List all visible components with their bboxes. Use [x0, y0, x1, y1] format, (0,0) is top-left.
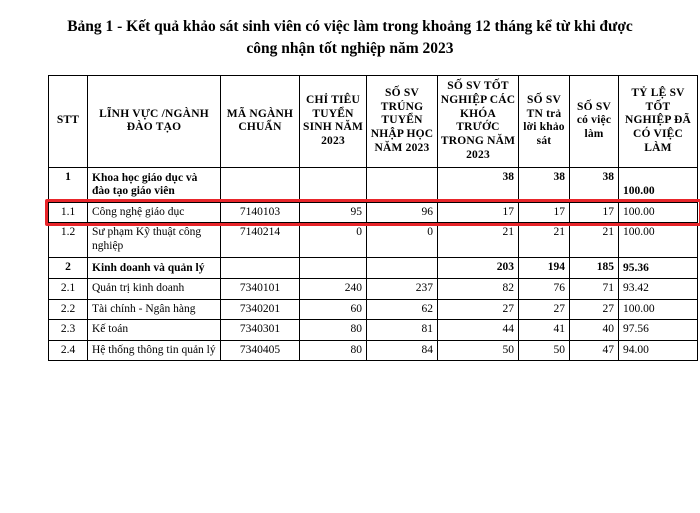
cell-stt: 1.1 — [49, 202, 88, 223]
cell-stt: 2 — [49, 257, 88, 279]
cell-field: Kinh doanh và quản lý — [88, 257, 221, 279]
cell-code — [221, 167, 300, 202]
cell-employed: 21 — [570, 223, 619, 257]
cell-responded: 50 — [519, 340, 570, 361]
cell-employed: 47 — [570, 340, 619, 361]
cell-stt: 2.3 — [49, 320, 88, 341]
cell-enrolled: 96 — [367, 202, 438, 223]
cell-field: Hệ thống thông tin quản lý — [88, 340, 221, 361]
survey-table-container — [48, 75, 692, 361]
cell-responded: 41 — [519, 320, 570, 341]
cell-enrolled: 237 — [367, 279, 438, 300]
column-header-enrolled: SỐ SV TRÚNG TUYỂN NHẬP HỌC NĂM 2023 — [367, 75, 438, 167]
cell-employed: 185 — [570, 257, 619, 279]
cell-rate: 94.00 — [619, 340, 698, 361]
cell-rate: 100.00 — [619, 223, 698, 257]
cell-enrolled: 84 — [367, 340, 438, 361]
cell-responded: 21 — [519, 223, 570, 257]
cell-code: 7340101 — [221, 279, 300, 300]
table-row — [49, 340, 698, 361]
table-row — [49, 279, 698, 300]
cell-rate: 100.00 — [619, 202, 698, 223]
cell-graduates: 21 — [438, 223, 519, 257]
column-header-code: MÃ NGÀNH CHUẨN — [221, 75, 300, 167]
cell-quota: 0 — [300, 223, 367, 257]
cell-quota: 80 — [300, 340, 367, 361]
cell-stt: 2.2 — [49, 299, 88, 320]
cell-responded: 38 — [519, 167, 570, 202]
cell-rate: 93.42 — [619, 279, 698, 300]
cell-responded: 194 — [519, 257, 570, 279]
cell-graduates: 27 — [438, 299, 519, 320]
cell-rate: 100.00 — [619, 167, 698, 202]
cell-responded: 17 — [519, 202, 570, 223]
cell-quota: 240 — [300, 279, 367, 300]
cell-enrolled: 81 — [367, 320, 438, 341]
column-header-stt: STT — [49, 75, 88, 167]
cell-field: Quản trị kinh doanh — [88, 279, 221, 300]
cell-stt: 2.4 — [49, 340, 88, 361]
employment-survey-table — [48, 75, 698, 361]
column-header-graduates: SỐ SV TỐT NGHIỆP CÁC KHÓA TRƯỚC TRONG NĂM 2023 — [438, 75, 519, 167]
cell-responded: 27 — [519, 299, 570, 320]
table-row — [49, 167, 698, 202]
cell-enrolled — [367, 257, 438, 279]
table-row — [49, 320, 698, 341]
cell-quota — [300, 257, 367, 279]
cell-rate: 100.00 — [619, 299, 698, 320]
cell-graduates: 82 — [438, 279, 519, 300]
cell-enrolled: 62 — [367, 299, 438, 320]
table-header-row — [49, 75, 698, 167]
cell-employed: 27 — [570, 299, 619, 320]
cell-code: 7140103 — [221, 202, 300, 223]
cell-code: 7340201 — [221, 299, 300, 320]
table-body — [49, 167, 698, 361]
cell-quota — [300, 167, 367, 202]
table-row — [49, 223, 698, 257]
cell-quota: 60 — [300, 299, 367, 320]
cell-employed: 40 — [570, 320, 619, 341]
cell-employed: 71 — [570, 279, 619, 300]
cell-code: 7140214 — [221, 223, 300, 257]
cell-quota: 95 — [300, 202, 367, 223]
cell-rate: 95.36 — [619, 257, 698, 279]
cell-field: Khoa học giáo dục và đào tạo giáo viên — [88, 167, 221, 202]
cell-stt: 2.1 — [49, 279, 88, 300]
cell-graduates: 17 — [438, 202, 519, 223]
cell-graduates: 203 — [438, 257, 519, 279]
cell-code: 7340405 — [221, 340, 300, 361]
cell-employed: 38 — [570, 167, 619, 202]
column-header-field: LĨNH VỰC /NGÀNH ĐÀO TẠO — [88, 75, 221, 167]
page-title: Bảng 1 - Kết quả khảo sát sinh viên có việc làm trong khoảng 12 tháng kể từ khi được công nhận tốt nghiệp năm 2023 — [67, 18, 633, 58]
cell-stt: 1.2 — [49, 223, 88, 257]
column-header-responded: SỐ SV TN trả lời khảo sát — [519, 75, 570, 167]
column-header-employed: SỐ SV có việc làm — [570, 75, 619, 167]
cell-rate: 97.56 — [619, 320, 698, 341]
cell-field: Sư phạm Kỹ thuật công nghiệp — [88, 223, 221, 257]
cell-field: Tài chính - Ngân hàng — [88, 299, 221, 320]
table-row — [49, 299, 698, 320]
cell-employed: 17 — [570, 202, 619, 223]
cell-graduates: 38 — [438, 167, 519, 202]
cell-responded: 76 — [519, 279, 570, 300]
column-header-rate: TỶ LỆ SV TỐT NGHIỆP ĐÃ CÓ VIỆC LÀM — [619, 75, 698, 167]
cell-field: Kế toán — [88, 320, 221, 341]
cell-quota: 80 — [300, 320, 367, 341]
cell-stt: 1 — [49, 167, 88, 202]
cell-graduates: 44 — [438, 320, 519, 341]
table-row — [49, 257, 698, 279]
cell-enrolled — [367, 167, 438, 202]
cell-enrolled: 0 — [367, 223, 438, 257]
column-header-quota: CHỈ TIÊU TUYỂN SINH NĂM 2023 — [300, 75, 367, 167]
table-row — [49, 202, 698, 223]
table-header — [49, 75, 698, 167]
cell-field: Công nghệ giáo dục — [88, 202, 221, 223]
cell-code — [221, 257, 300, 279]
cell-graduates: 50 — [438, 340, 519, 361]
cell-code: 7340301 — [221, 320, 300, 341]
